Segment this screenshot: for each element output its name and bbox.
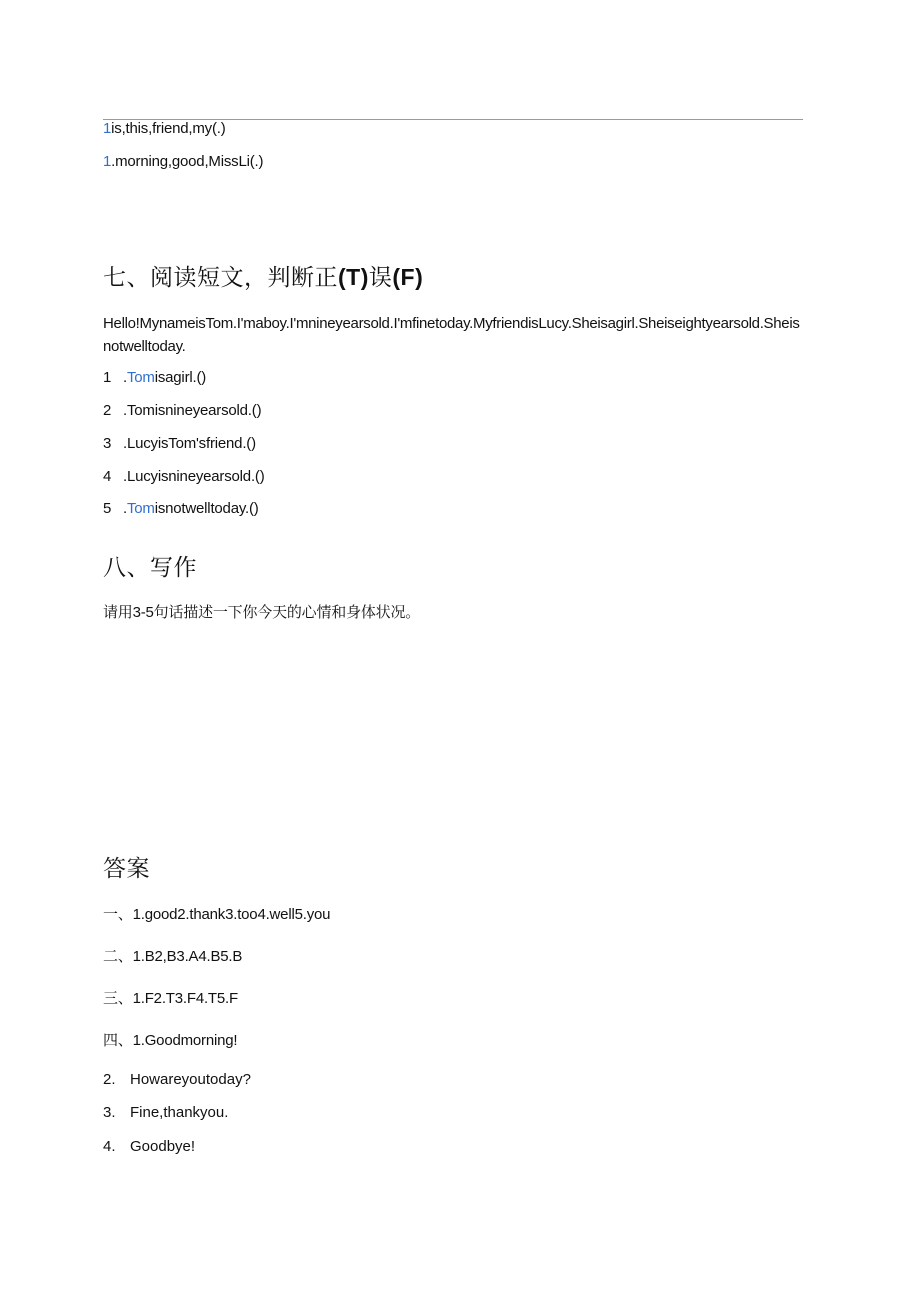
question-dot: . <box>123 500 127 517</box>
question-3 <box>103 434 256 454</box>
section-8-heading: 八、写作 <box>103 554 197 580</box>
sub-item-text: Goodbye! <box>130 1138 196 1155</box>
question-dot: . <box>123 435 127 452</box>
heading-mid: 误 <box>368 264 393 290</box>
question-dot: . <box>123 369 127 386</box>
item-number: 1 <box>103 120 112 137</box>
section-7-heading <box>103 262 423 292</box>
writing-prompt: 请用3-5句话描述一下你今天的心情和身体状况。 <box>103 604 421 621</box>
answer-sub-item-2 <box>103 1070 251 1090</box>
answer-sub-item-4 <box>103 1137 195 1157</box>
question-subject: LucyisTom's <box>126 435 206 452</box>
question-rest: friend.() <box>206 435 256 452</box>
question-rest: isnineyearsold.() <box>154 402 262 419</box>
question-2 <box>103 401 261 421</box>
question-4 <box>103 467 265 487</box>
question-rest: isagirl.() <box>154 369 207 386</box>
question-1 <box>103 368 206 388</box>
item-text: .morning,good,MissLi(.) <box>111 153 264 170</box>
reading-passage: Hello!MynameisTom.I'maboy.I'mnineyearsold.I'mfinetoday.MyfriendisLucy.Sheisagirl.Sheiseightyearsold.Sheisnotwelltoday. <box>103 315 800 355</box>
question-subject: Tom <box>126 402 155 419</box>
heading-true-marker: (T) <box>338 264 369 290</box>
reorder-item-1 <box>103 119 226 139</box>
heading-false-marker: (F) <box>392 264 424 290</box>
answer-line-3: 三、1.F2.T3.F4.T5.F <box>103 990 238 1007</box>
question-number: 5 <box>103 500 112 517</box>
answer-line-1: 一、1.good2.thank3.too4.well5.you <box>103 906 331 923</box>
question-rest: isnotwelltoday.() <box>154 500 259 517</box>
answer-line-2: 二、1.B2,B3.A4.B5.B <box>103 948 243 965</box>
question-subject: Tom <box>126 369 155 386</box>
sub-item-number: 3. <box>103 1104 116 1121</box>
answers-heading: 答案 <box>103 855 150 881</box>
answer-line-4: 四、1.Goodmorning! <box>103 1032 238 1049</box>
question-rest: () <box>254 468 265 485</box>
question-5 <box>103 499 259 519</box>
answer-sub-item-3 <box>103 1103 228 1123</box>
question-subject: Lucyisnineyearsold. <box>126 468 255 485</box>
heading-prefix: 七、阅读短文，判断正 <box>103 264 338 290</box>
question-dot: . <box>123 402 127 419</box>
item-text: is,this,friend,my(.) <box>111 120 226 137</box>
question-number: 1 <box>103 369 112 386</box>
question-number: 4 <box>103 468 112 485</box>
reorder-item-2 <box>103 152 263 172</box>
sub-item-text: Howareyoutoday? <box>130 1071 251 1088</box>
question-number: 2 <box>103 402 112 419</box>
question-number: 3 <box>103 435 112 452</box>
sub-item-number: 4. <box>103 1138 116 1155</box>
sub-item-text: Fine,thankyou. <box>130 1104 229 1121</box>
sub-item-number: 2. <box>103 1071 116 1088</box>
question-dot: . <box>123 468 127 485</box>
item-number: 1 <box>103 153 112 170</box>
question-subject: Tom <box>126 500 155 517</box>
